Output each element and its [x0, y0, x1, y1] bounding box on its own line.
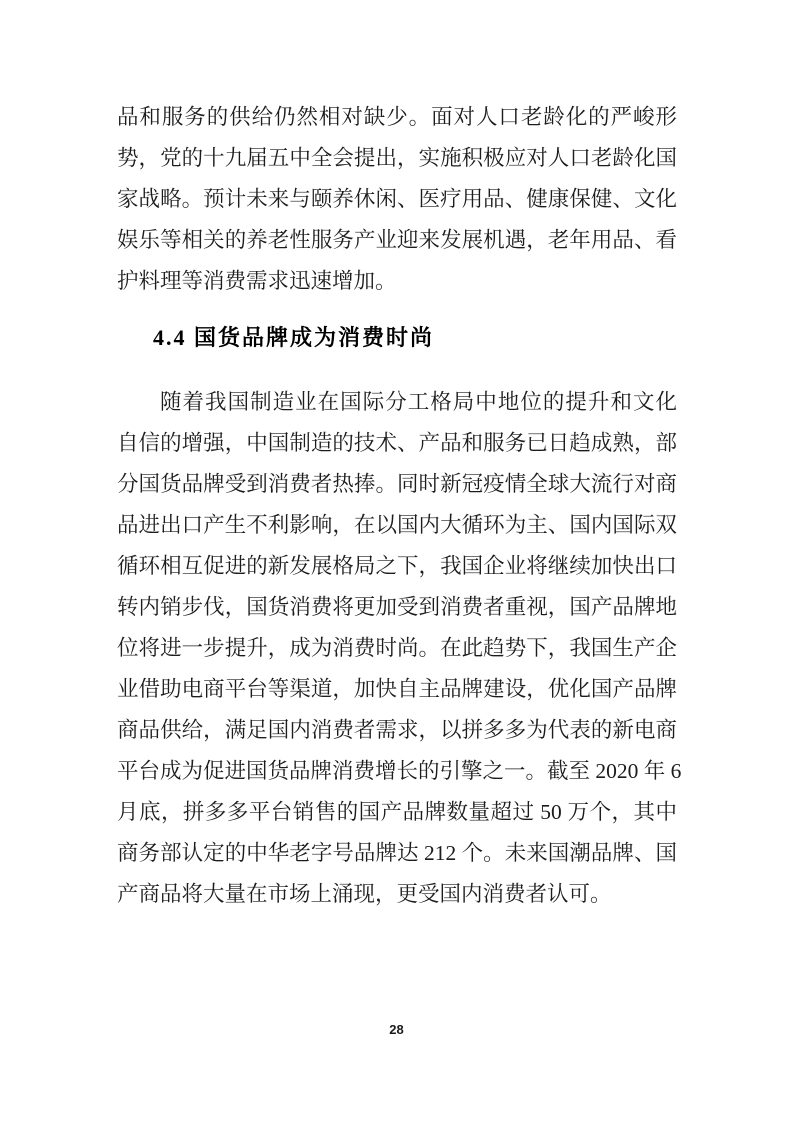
section-heading-4-4: 4.4 国货品牌成为消费时尚 [153, 325, 435, 350]
text-line: 家战略。预计未来与颐养休闲、医疗用品、健康保健、文化 [117, 187, 677, 211]
text-line: 循环相互促进的新发展格局之下，我国企业将继续加快出口 [117, 554, 677, 578]
paragraph-elderly-consumption [117, 97, 677, 302]
text-line: 分国货品牌受到消费者热捧。同时新冠疫情全球大流行对商 [117, 472, 677, 496]
text-line: 品进出口产生不利影响，在以国内大循环为主、国内国际双 [117, 513, 677, 537]
text-line: 护料理等消费需求迅速增加。 [117, 269, 397, 293]
text-line: 位将进一步提升，成为消费时尚。在此趋势下，我国生产企 [117, 636, 677, 660]
text-line: 娱乐等相关的养老性服务产业迎来发展机遇，老年用品、看 [117, 228, 677, 252]
text-line: 势，党的十九届五中全会提出，实施积极应对人口老龄化国 [117, 146, 677, 170]
paragraph-domestic-brands [117, 382, 682, 915]
text-line: 产商品将大量在市场上涌现，更受国内消费者认可。 [117, 882, 612, 906]
text-line: 商务部认定的中华老字号品牌达 212 个。未来国潮品牌、国 [117, 841, 677, 865]
page-number: 28 [389, 1022, 404, 1037]
text-line: 平台成为促进国货品牌消费增长的引擎之一。截至 2020 年 6 [117, 759, 682, 783]
text-line: 品和服务的供给仍然相对缺少。面对人口老龄化的严峻形 [117, 105, 677, 129]
text-line: 业借助电商平台等渠道，加快自主品牌建设，优化国产品牌 [117, 677, 677, 701]
text-line: 转内销步伐，国货消费将更加受到消费者重视，国产品牌地 [117, 595, 677, 619]
text-line: 月底，拼多多平台销售的国产品牌数量超过 50 万个，其中 [117, 800, 677, 824]
text-line: 自信的增强，中国制造的技术、产品和服务已日趋成熟，部 [117, 431, 677, 455]
page-content [117, 97, 682, 915]
text-line: 随着我国制造业在国际分工格局中地位的提升和文化 [160, 390, 677, 414]
text-line: 商品供给，满足国内消费者需求，以拼多多为代表的新电商 [117, 718, 677, 742]
